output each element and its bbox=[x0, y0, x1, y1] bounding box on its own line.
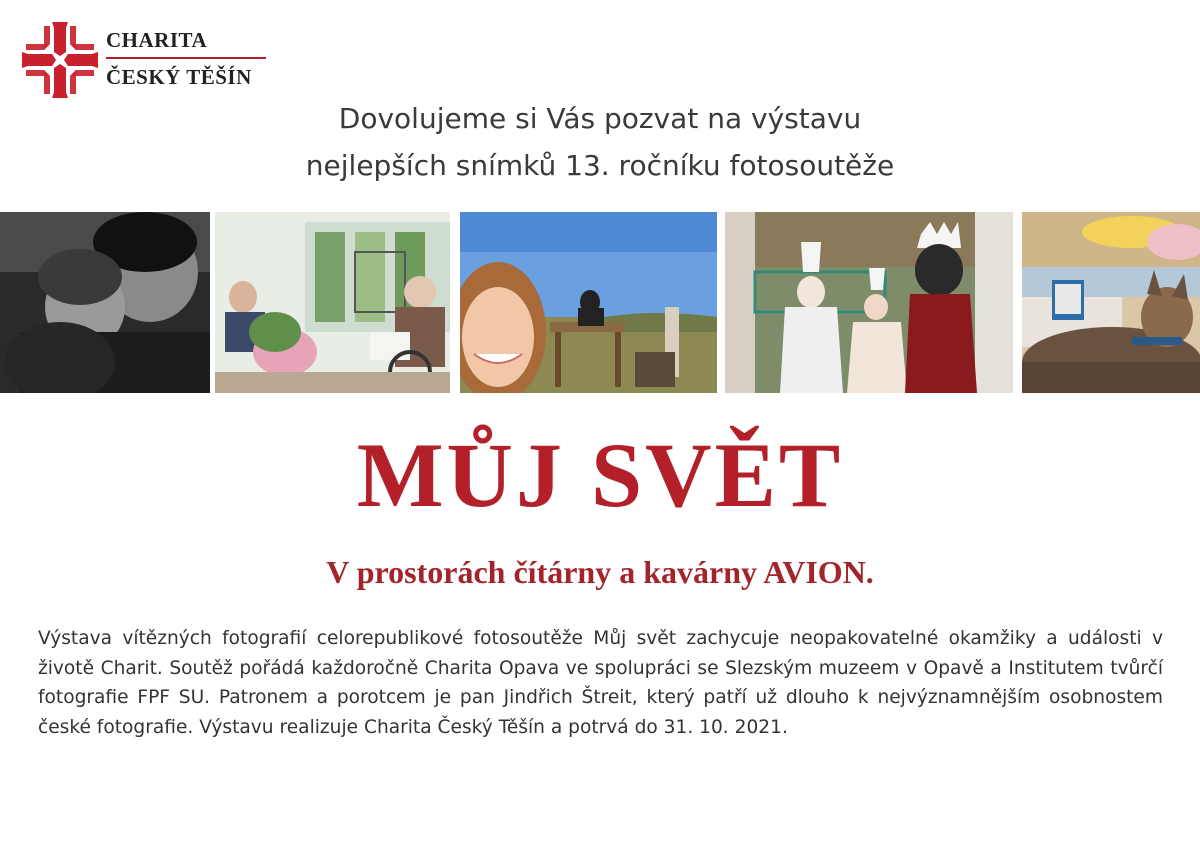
photo-girl-selfie bbox=[460, 212, 717, 393]
invitation-text bbox=[0, 95, 1200, 189]
charita-logo bbox=[22, 22, 272, 102]
photo-strip bbox=[0, 212, 1200, 393]
logo-divider bbox=[106, 57, 266, 59]
exhibition-venue: V prostorách čítárny a kavárny AVION. bbox=[326, 554, 874, 590]
charita-cross-icon bbox=[22, 22, 98, 98]
logo-location: ČESKÝ TĚŠÍN bbox=[106, 65, 252, 89]
photo-elderly-room bbox=[215, 212, 450, 393]
photo-dog-bed bbox=[1022, 212, 1200, 393]
exhibition-description: Výstava vítězných fotografií celorepublikové fotosoutěže Můj svět zachycuje neopakovatelné okamžiky a události v životě Charit. Soutěž pořádá každoročně Charita Opava ve spolupráci se Slezským muzeem v Opavě a Institutem tvůrčí fotografie FPF SU. Patronem a porotcem je pan Jindřich Štreit, který patří už dlouho k nejvýznamnějším osobnostem české fotografie. Výstavu realizuje Charita Český Těšín a potrvá do 31. 10. 2021. bbox=[38, 628, 1163, 738]
invitation-line-2: nejlepších snímků 13. ročníku fotosoutěže bbox=[305, 149, 895, 182]
photo-costumes bbox=[725, 212, 1013, 393]
invitation-line-1: Dovolujeme si Vás pozvat na výstavu bbox=[338, 102, 862, 135]
exhibition-title: MŮJ SVĚT bbox=[356, 424, 844, 526]
logo-name: CHARITA bbox=[106, 28, 208, 52]
photo-mother-child bbox=[0, 212, 210, 393]
